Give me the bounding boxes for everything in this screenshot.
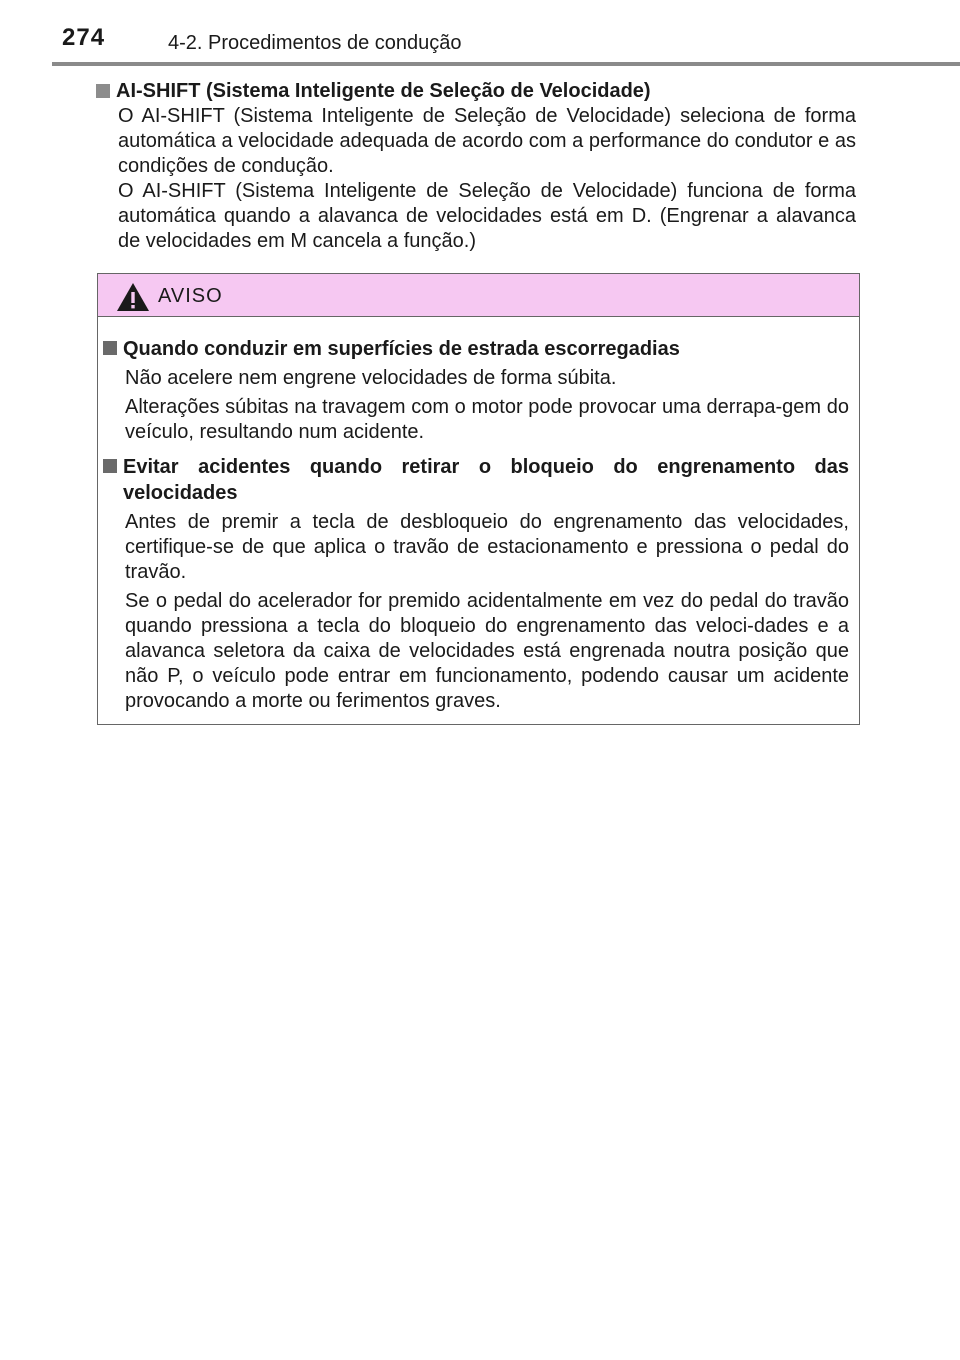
warning-item-paragraph: Não acelere nem engrene velocidades de forma súbita.: [125, 367, 617, 389]
page-header: [0, 0, 960, 70]
ai-shift-heading-text: AI-SHIFT (Sistema Inteligente de Seleção de Velocidade): [116, 80, 651, 102]
square-bullet-icon: [96, 84, 110, 98]
square-bullet-icon: [103, 341, 117, 355]
warning-item-heading: [103, 336, 849, 362]
ai-shift-section: [96, 78, 856, 254]
header-rule: [52, 62, 960, 66]
section-title: 4-2. Procedimentos de condução: [168, 32, 462, 54]
warning-box: [97, 273, 860, 725]
warning-item-paragraph: Alterações súbitas na travagem com o motor pode provocar uma derrapa-gem do veículo, resultando num acidente.: [125, 396, 849, 443]
ai-shift-paragraph: O AI-SHIFT (Sistema Inteligente de Seleção de Velocidade) funciona de forma automática quando a alavanca de velocidades está em D. (Engrenar a alavanca de velocidades em M cancela a função.): [118, 180, 856, 252]
warning-item-heading: [103, 454, 849, 506]
warning-triangle-icon: [116, 282, 150, 312]
warning-item: [103, 454, 849, 714]
page-number: 274: [62, 24, 106, 51]
warning-item-paragraph: Se o pedal do acelerador for premido acidentalmente em vez do pedal do travão quando pressiona a tecla do bloqueio do engrenamento das veloci-dades e a alavanca seletora da caixa de velocidades está engrenada noutra posição que não P, o veículo pode entrar em funcionamento, podendo causar um acidente provocando a morte ou ferimentos graves.: [125, 590, 849, 712]
warning-item-heading-text: Evitar acidentes quando retirar o bloqueio do engrenamento das velocidades: [123, 456, 849, 504]
warning-item-paragraph: Antes de premir a tecla de desbloqueio do engrenamento das velocidades, certifique-se de que aplica o travão de estacionamento e pressiona o pedal do travão.: [125, 511, 849, 583]
ai-shift-heading: [96, 78, 856, 104]
warning-body: [98, 317, 859, 714]
square-bullet-icon: [103, 459, 117, 473]
warning-header: [98, 274, 859, 317]
warning-label: AVISO: [158, 285, 223, 307]
warning-item: [103, 336, 849, 445]
ai-shift-paragraph: O AI-SHIFT (Sistema Inteligente de Seleção de Velocidade) seleciona de forma automática a velocidade adequada de acordo com a performance do condutor e as condições de condução.: [118, 105, 856, 177]
warning-item-heading-text: Quando conduzir em superfícies de estrada escorregadias: [123, 338, 680, 360]
